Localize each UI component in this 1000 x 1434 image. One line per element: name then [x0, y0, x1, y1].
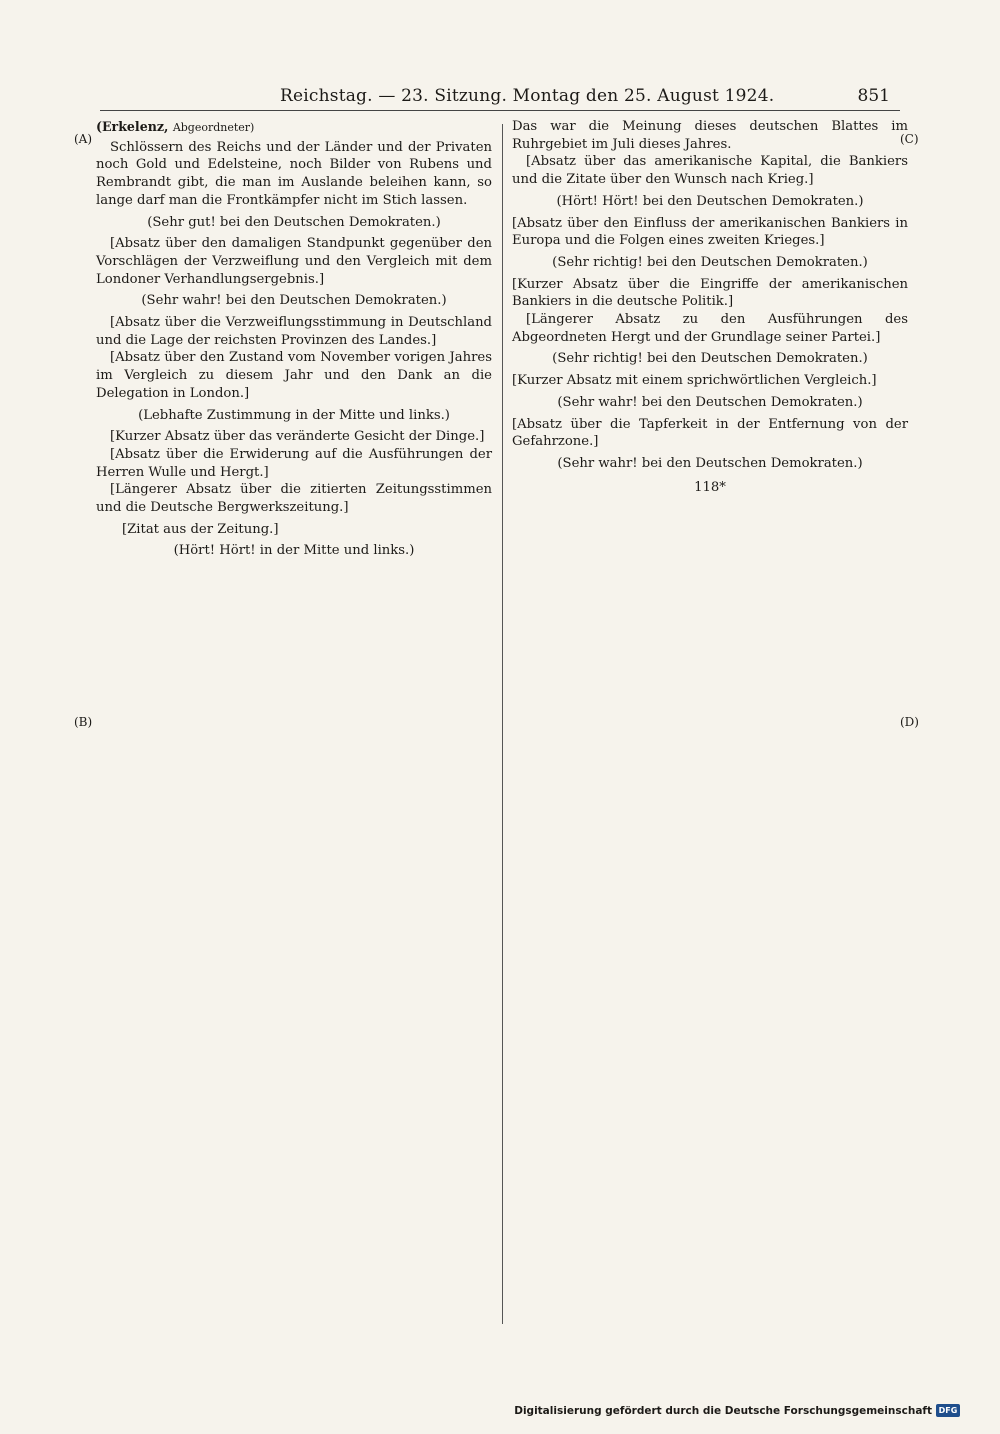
interjection: (Sehr richtig! bei den Deutschen Demokraten.)	[552, 351, 868, 367]
margin-marker-a: (A)	[74, 132, 93, 146]
signature-mark: 118*	[694, 479, 726, 495]
interjection: (Hört! Hört! bei den Deutschen Demokraten.)	[556, 193, 864, 209]
paragraph: [Kurzer Absatz über das veränderte Gesicht der Dinge.]	[110, 429, 485, 445]
interjection: (Sehr gut! bei den Deutschen Demokraten.)	[147, 214, 441, 230]
margin-marker-d: (D)	[900, 715, 919, 729]
paragraph: [Kurzer Absatz mit einem sprichwörtlichen Vergleich.]	[512, 373, 877, 389]
speaker-label	[96, 118, 492, 137]
margin-marker-b: (B)	[74, 715, 93, 729]
interjection: (Sehr wahr! bei den Deutschen Demokraten.)	[141, 293, 447, 309]
paragraph: [Kurzer Absatz über die Eingriffe der amerikanischen Bankiers in die deutsche Politik.]	[512, 276, 908, 310]
paragraph: Schlössern des Reichs und der Länder und der Privaten noch Gold und Edelsteine, noch Bilder von Rubens und Rembrandt gibt, die man im Auslande beleihen kann, so lange darf man die Frontkämpfer nicht im Stich lassen.	[96, 139, 492, 208]
digitization-credit	[514, 1404, 960, 1417]
column-divider	[502, 124, 503, 1324]
dfg-logo-icon: DFG	[936, 1404, 960, 1417]
left-column	[96, 118, 492, 564]
paragraph: Das war die Meinung dieses deutschen Blattes im Ruhrgebiet im Juli dieses Jahres.	[512, 119, 908, 152]
speaker-role: Abgeordneter)	[172, 121, 255, 134]
paragraph: [Längerer Absatz über die zitierten Zeitungsstimmen und die Deutsche Bergwerkszeitung.]	[96, 482, 492, 516]
paragraph: [Absatz über den Einfluss der amerikanischen Bankiers in Europa und die Folgen eines zweiten Krieges.]	[512, 215, 908, 249]
paragraph: [Absatz über das amerikanische Kapital, die Bankiers und die Zitate über den Wunsch nach Krieg.]	[512, 154, 908, 188]
text-columns	[96, 118, 908, 1338]
running-title: Reichstag. — 23. Sitzung. Montag den 25. August 1924.	[280, 86, 775, 106]
paragraph: [Absatz über die Tapferkeit in der Entfernung von der Gefahrzone.]	[512, 416, 908, 450]
running-header	[100, 84, 900, 111]
interjection: (Lebhafte Zustimmung in der Mitte und links.)	[138, 407, 450, 423]
paragraph: [Längerer Absatz zu den Ausführungen des Abgeordneten Hergt und der Grundlage seiner Partei.]	[512, 312, 908, 345]
page-number: 851	[857, 86, 890, 106]
paragraph: [Absatz über den damaligen Standpunkt gegenüber den Vorschlägen der Verzweiflung und den Vergleich mit dem Londoner Verhandlungsergebnis.]	[96, 236, 492, 287]
right-column	[512, 118, 908, 496]
paragraph: [Absatz über die Verzweiflungsstimmung in Deutschland und die Lage der reichsten Provinzen des Landes.]	[96, 315, 492, 348]
interjection: (Sehr wahr! bei den Deutschen Demokraten.)	[557, 394, 863, 410]
paragraph: [Absatz über die Erwiderung auf die Ausführungen der Herren Wulle und Hergt.]	[96, 446, 492, 480]
interjection: (Sehr richtig! bei den Deutschen Demokraten.)	[552, 254, 868, 270]
interjection: (Hört! Hört! in der Mitte und links.)	[173, 543, 415, 559]
margin-marker-c: (C)	[900, 132, 919, 146]
credit-text: Digitalisierung gefördert durch die Deutsche Forschungsgemeinschaft	[514, 1404, 932, 1417]
speaker-name: (Erkelenz,	[96, 119, 169, 134]
interjection: (Sehr wahr! bei den Deutschen Demokraten.)	[557, 455, 863, 471]
paragraph: [Absatz über den Zustand vom November vorigen Jahres im Vergleich zu diesem Jahr und den Dank an die Delegation in London.]	[96, 350, 492, 401]
quotation: [Zitat aus der Zeitung.]	[122, 521, 279, 537]
